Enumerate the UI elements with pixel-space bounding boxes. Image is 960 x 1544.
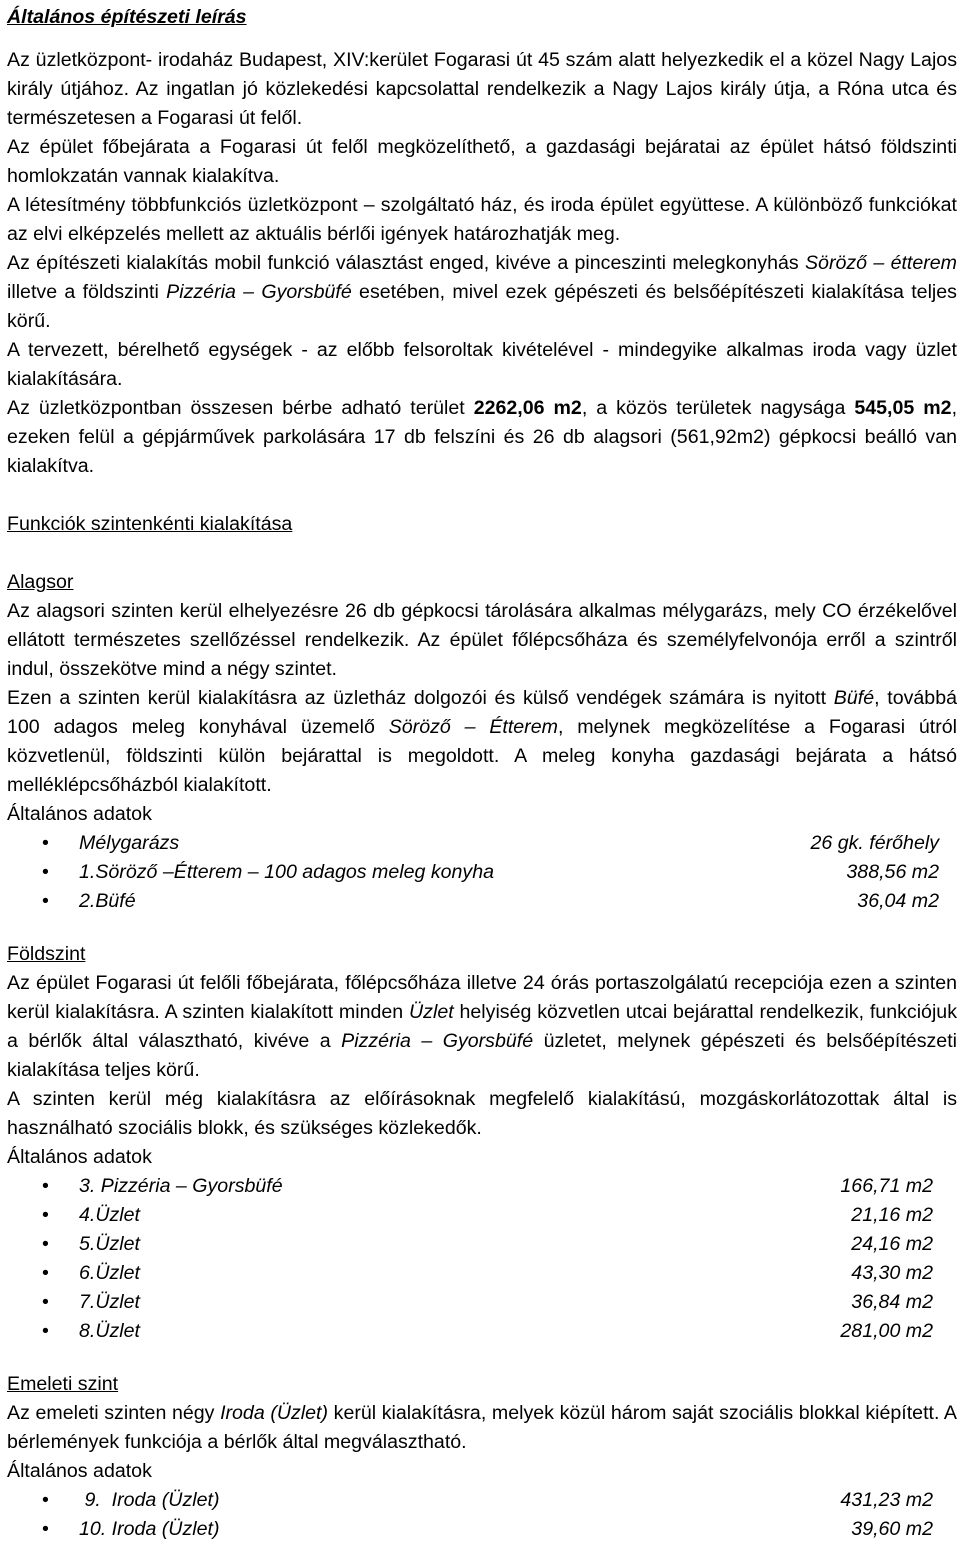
spec-value: 36,84 m2 — [851, 1291, 933, 1313]
text-run: , a közös területek nagysága — [581, 397, 855, 419]
italic-run: Pizzéria – Gyorsbüfé — [341, 1030, 534, 1052]
spec-item — [7, 1515, 957, 1544]
ground-floor-heading: Földszint — [7, 943, 86, 965]
ground-general-heading: Általános adatok — [7, 1146, 152, 1168]
spec-value: 26 gk. férőhely — [810, 832, 939, 854]
intro-paragraph-3: A létesítmény többfunkciós üzletközpont – szolgáltató ház, és iroda épület együttese. A különböző funkciókat az elvi elképzelés mellett az aktuális bérlői igények határozhatják meg. — [7, 194, 957, 245]
italic-run: Üzlet — [409, 1001, 454, 1023]
spacer — [7, 539, 957, 568]
text-run: esetében, mivel ezek gépészeti és belsőépítészeti kialakítása teljes körű. — [7, 281, 957, 332]
intro-paragraph-4 — [7, 249, 957, 336]
spec-value: 43,30 m2 — [851, 1262, 933, 1284]
upper-floor-heading: Emeleti szint — [7, 1373, 119, 1395]
spacer — [7, 481, 957, 510]
italic-run: Pizzéria – Gyorsbüfé — [166, 281, 352, 303]
text-run: Az emeleti szinten négy — [7, 1402, 221, 1424]
spec-item — [7, 858, 957, 887]
basement-spec-list — [7, 829, 957, 916]
spec-name: 5.Üzlet — [79, 1233, 140, 1255]
spec-item — [7, 1230, 957, 1259]
spec-item — [7, 1317, 957, 1346]
upper-general-heading: Általános adatok — [7, 1460, 152, 1482]
bullet-icon: • — [42, 1233, 49, 1255]
bullet-icon: • — [42, 1518, 49, 1540]
bullet-icon: • — [42, 1489, 49, 1511]
text-run: , melynek megközelítése a Fogarasi útról közvetlenül, földszinti külön bejárattal is megoldott. A meleg konyha gazdasági bejárata a hátsó melléklépcsőházból kialakított. — [7, 716, 957, 796]
spec-item — [7, 1172, 957, 1201]
upper-paragraph-1 — [7, 1399, 957, 1457]
common-area: 545,05 m2 — [854, 397, 952, 419]
basement-paragraph-1: Az alagsori szinten kerül elhelyezésre 26 db gépkocsi tárolására alkalmas mélygarázs, mely CO érzékelővel ellátott természetes szellőzéssel rendelkezik. Az épület főlépcsőháza és személyfelvonója erről a szintről indul, összekötve mind a négy szintet. — [7, 600, 957, 680]
spec-name: Mélygarázs — [79, 832, 180, 854]
text-run: kerül kialakításra, melyek közül három saját szociális blokkal kiépített. A bérlemények funkciója a bérlők által megválasztható. — [7, 1402, 957, 1453]
bullet-icon: • — [42, 1175, 49, 1197]
spacer — [7, 1346, 957, 1370]
spec-value: 431,23 m2 — [840, 1489, 933, 1511]
basement-general-heading: Általános adatok — [7, 803, 152, 825]
bullet-icon: • — [42, 1262, 49, 1284]
text-run: Az épület Fogarasi út felőli főbejárata, főlépcsőháza illetve 24 órás portaszolgálatú recepciója ezen a szinten kerül kialakításra. A szinten kialakított minden — [7, 972, 957, 1023]
spec-name: 7.Üzlet — [79, 1291, 140, 1313]
upper-spec-list — [7, 1486, 957, 1544]
text-run: , továbbá 100 adagos meleg konyhával üzemelő — [7, 687, 957, 738]
spec-item — [7, 829, 957, 858]
spec-name: 10. Iroda (Üzlet) — [79, 1518, 220, 1540]
text-run: Az üzletközpontban összesen bérbe adható terület — [7, 397, 474, 419]
spec-value: 281,00 m2 — [840, 1320, 933, 1342]
ground-paragraph-1 — [7, 969, 957, 1085]
italic-run: Büfé — [833, 687, 875, 709]
bullet-icon: • — [42, 1320, 49, 1342]
spec-name: 9. Iroda (Üzlet) — [79, 1489, 220, 1511]
italic-run: Söröző – Étterem — [388, 716, 558, 738]
text-run: helyiség közvetlen utcai bejárattal rendelkezik, funkciójuk a bérlők által választható, kivéve a — [7, 1001, 957, 1052]
text-run: illetve a földszinti — [7, 281, 167, 303]
spec-value: 36,04 m2 — [857, 890, 939, 912]
spec-name: 3. Pizzéria – Gyorsbüfé — [79, 1175, 283, 1197]
spec-item — [7, 1201, 957, 1230]
spec-value: 21,16 m2 — [851, 1204, 933, 1226]
intro-paragraph-1: Az üzletközpont- irodaház Budapest, XIV:kerület Fogarasi út 45 szám alatt helyezkedik el a közel Nagy Lajos király útjához. Az ingatlan jó közlekedési kapcsolattal rendelkezik a Nagy Lajos király útja, a Róna utca és természetesen a Fogarasi út felől. — [7, 49, 957, 129]
text-run: Az építészeti kialakítás mobil funkció választást enged, kivéve a pinceszinti melegkonyhás — [7, 252, 805, 274]
spec-name: 1.Söröző –Étterem – 100 adagos meleg konyha — [79, 861, 494, 883]
ground-spec-list — [7, 1172, 957, 1346]
document-title: Általános építészeti leírás — [7, 6, 247, 28]
functions-heading: Funkciók szintenkénti kialakítása — [7, 513, 293, 535]
spec-item — [7, 1288, 957, 1317]
text-run: üzletet, melynek gépészeti és belsőépítészeti kialakítása teljes körű. — [7, 1030, 957, 1081]
intro-paragraph-2: Az épület főbejárata a Fogarasi út felől megközelíthető, a gazdasági bejáratai az épület hátsó földszinti homlokzatán vannak kialakítva. — [7, 136, 957, 187]
spec-item — [7, 1486, 957, 1515]
text-run: Ezen a szinten kerül kialakításra az üzletház dolgozói és külső vendégek számára is nyitott — [7, 687, 834, 709]
spec-value: 166,71 m2 — [840, 1175, 933, 1197]
ground-paragraph-2: A szinten kerül még kialakításra az előírásoknak megfelelő kialakítású, mozgáskorlátozottak által is használható szociális blokk, és szükséges közlekedők. — [7, 1088, 957, 1139]
bullet-icon: • — [42, 890, 49, 912]
spec-value: 39,60 m2 — [851, 1518, 933, 1540]
intro-paragraph-5: A tervezett, bérelhető egységek - az előbb felsoroltak kivételével - mindegyike alkalmas iroda vagy üzlet kialakítására. — [7, 339, 957, 390]
spec-value: 388,56 m2 — [846, 861, 939, 883]
intro-paragraph-6 — [7, 394, 957, 481]
basement-heading: Alagsor — [7, 571, 74, 593]
bullet-icon: • — [42, 832, 49, 854]
spec-value: 24,16 m2 — [851, 1233, 933, 1255]
spec-name: 6.Üzlet — [79, 1262, 140, 1284]
italic-run: Söröző – étterem — [804, 252, 957, 274]
spacer — [7, 916, 957, 940]
text-run: , ezeken felül a gépjárművek parkolására 17 db felszíni és 26 db alagsori (561,92m2) gépkocsi beálló van kialakítva. — [7, 397, 958, 477]
italic-run: Iroda (Üzlet) — [220, 1402, 329, 1424]
spec-name: 2.Büfé — [79, 890, 136, 912]
spec-name: 8.Üzlet — [79, 1320, 140, 1342]
rentable-area: 2262,06 m2 — [473, 397, 582, 419]
basement-paragraph-2 — [7, 684, 957, 800]
bullet-icon: • — [42, 1291, 49, 1313]
bullet-icon: • — [42, 861, 49, 883]
spec-name: 4.Üzlet — [79, 1204, 140, 1226]
spec-item — [7, 887, 957, 916]
spec-item — [7, 1259, 957, 1288]
document-page — [7, 0, 957, 1544]
bullet-icon: • — [42, 1204, 49, 1226]
